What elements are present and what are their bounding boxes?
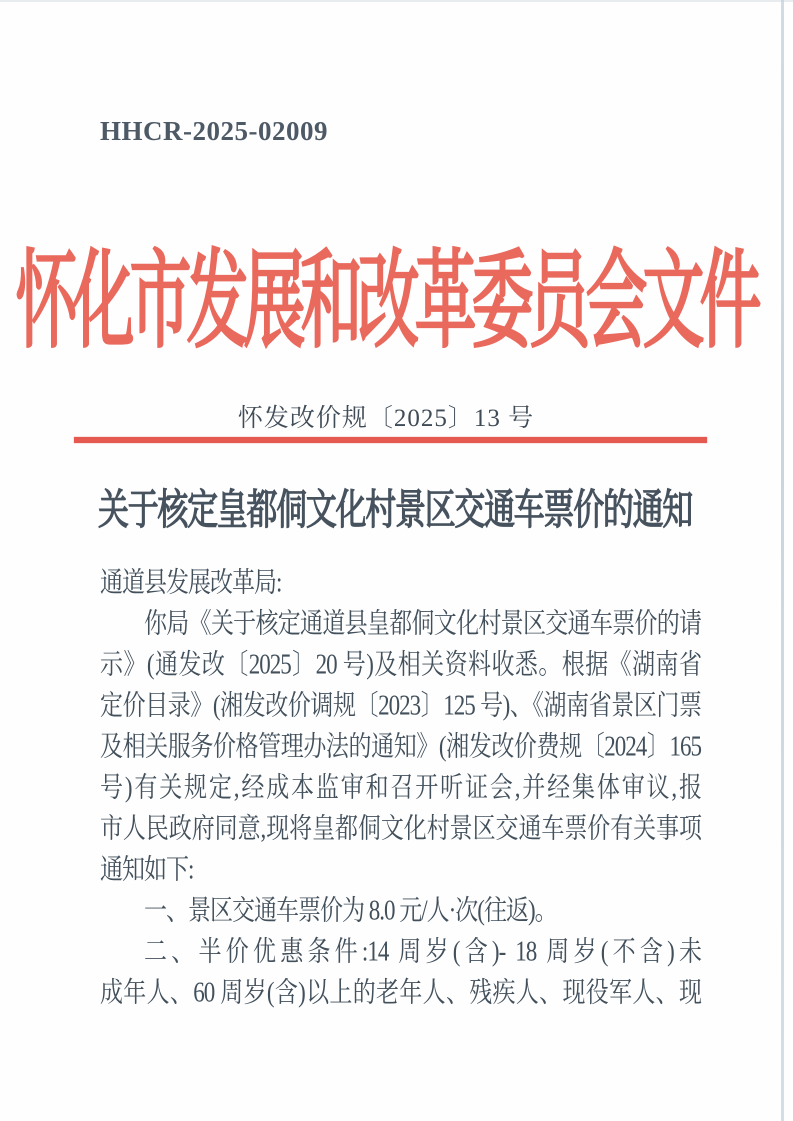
red-divider-rule [74, 437, 707, 443]
agency-masthead-title: 怀化市发展和改革委员会文件 [15, 244, 757, 362]
document-code: HHCR-2025-02009 [100, 116, 328, 146]
document-number: 怀发改价规〔2025〕13 号 [237, 405, 535, 432]
body-line: 市人民政府同意,现将皇都侗文化村景区交通车票价有关事项 [100, 813, 701, 844]
body-line: 示》(通发改〔2025〕20 号)及相关资料收悉。根据《湖南省 [100, 649, 701, 680]
body-line: 你局《关于核定通道县皇都侗文化村景区交通车票价的请 [144, 608, 701, 639]
scan-edge-top [0, 0, 793, 2]
notice-body [100, 562, 701, 1013]
body-line-item-1: 一、景区交通车票价为 8.0 元/人·次(往返)。 [144, 895, 557, 926]
notice-title: 关于核定皇都侗文化村景区交通车票价的通知 [98, 486, 692, 534]
body-line: 及相关服务价格管理办法的通知》(湘发改价费规〔2024〕165 [100, 731, 701, 762]
body-line-salutation: 通道县发展改革局: [100, 567, 282, 598]
scan-edge-right [781, 0, 784, 1121]
body-line: 定价目录》(湘发改价调规〔2023〕125 号)、《湖南省景区门票 [100, 690, 701, 721]
body-line: 号)有关规定,经成本监审和召开听证会,并经集体审议,报 [100, 772, 701, 803]
body-line-item-2: 二、半价优惠条件:14 周岁(含)- 18 周岁(不含)未 [144, 936, 701, 967]
body-line: 通知如下: [100, 854, 194, 885]
body-line: 成年人、60 周岁(含)以上的老年人、残疾人、现役军人、现 [100, 977, 701, 1008]
